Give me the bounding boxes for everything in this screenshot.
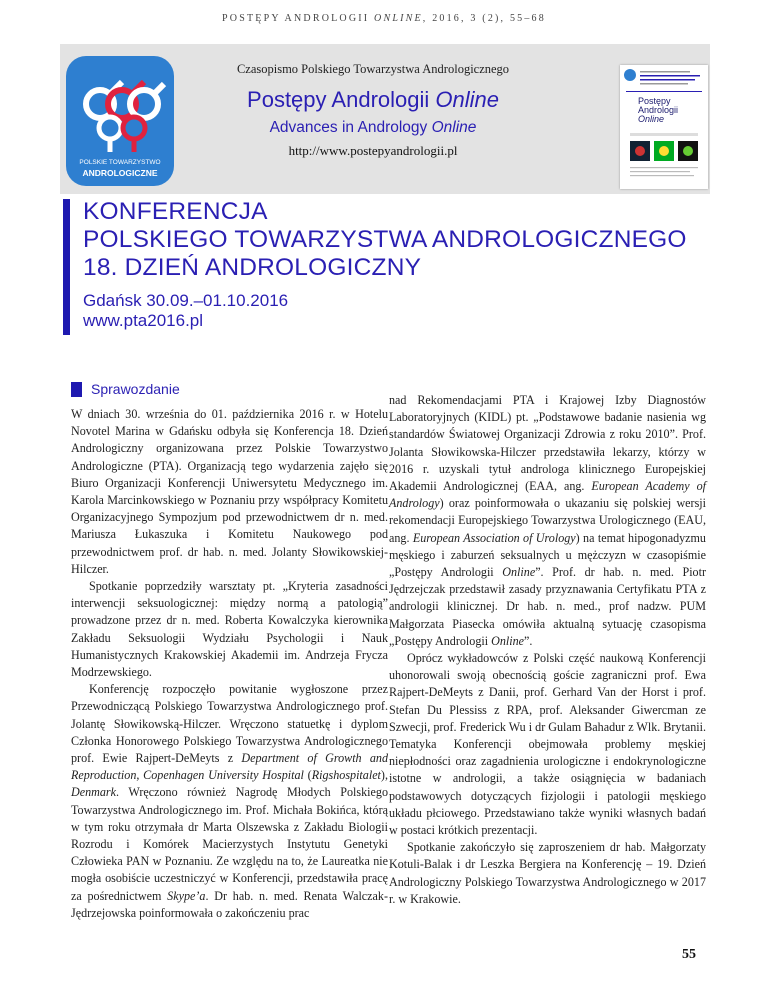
paragraph: nad Rekomendacjami PTA i Krajowej Izby Diagnostów Laboratoryjnych (KIDL) pt. „Podstawowe badanie nasienia wg standardów Światowej Organizacji Zdrowia z roku 2010”. Prof. Jolanta Słowikowska-Hilczer przedstawiła lekarzy, którzy w 2016 r. uzyskali tytuł androloga klinicznego Europejskiej Akademii Andrologicznej (EAA, ang. European Academy of Andrology) oraz poinformowała o ukazaniu się polskiej wersji rekomendacji Europejskiego Towarzystwa Urologicznego (EAU, ang. European Association of Urology) na temat hipogonadyzmu męskiego i zaburzeń seksualnych u mężczyzn w czasopiśmie „Postępy Andrologii Online”. Prof. dr hab. n. med. Piotr Jędrzejczak przedstawił zasady przyznawania Certyfikatu PTA z andrologii klinicznej. Dr hab. n. med., prof nadzw. PUM Małgorzata Piasecka omówiła aktualną sytuację czasopisma „Postępy Andrologii Online”. xyxy=(389,393,706,648)
paragraph: Spotkanie zakończyło się zaproszeniem dr hab. Małgorzaty Kotuli-Balak i dr Leszka Bergiera na Konferencję – 19. Dzień Andrologiczny Polskiego Towarzystwa Andrologicznego w 2017 r. w Krakowie. xyxy=(389,840,706,906)
logo-text-bottom: ANDROLOGICZNE xyxy=(82,168,158,178)
section-marker xyxy=(71,382,82,397)
text-column-right xyxy=(389,392,706,908)
journal-url[interactable]: http://www.postepyandrologii.pl xyxy=(288,143,458,158)
banner-kicker: Czasopismo Polskiego Towarzystwa Andrologicznego xyxy=(236,62,510,76)
society-logo xyxy=(64,54,176,188)
conference-headline: KONFERENCJA POLSKIEGO TOWARZYSTWA ANDROLOGICZNEGO 18. DZIEŃ ANDROLOGICZNY xyxy=(83,198,687,281)
paragraph: Oprócz wykładowców z Polski część naukową Konferencji uhonorowali swoją obecnością goście zagraniczni prof. Ewa Rajpert-DeMeyts z Danii, prof. Gerhard Van der Horst i prof. Stefan Du Plessiss z RPA, prof. Aleksander Giwercman ze Szwecji, prof. Frederick Wu i dr Gulam Bahadur z Wlk. Brytanii. Tematyka Konferencji obejmowała problemy męskiej niepłodności oraz zagadnienia urologiczne i endokrynologiczne istotne w andrologii, a także osiągnięcia w badaniach podstawowych dotyczących fizjologii i patologii męskiego układu płciowego. Przedstawiano także wyniki własnych badań w postaci krótkich prezentacji. xyxy=(389,651,706,838)
conference-website[interactable]: www.pta2016.pl xyxy=(83,311,204,330)
page-number: 55 xyxy=(682,947,696,962)
text-column-left xyxy=(71,406,388,922)
paragraph: Konferencję rozpoczęło powitanie wygłoszone przez Przewodniczącą Polskiego Towarzystwa Andrologicznego prof. Jolantę Słowikowską-Hilczer. Wręczono statuetkę i dyplom Członka Honorowego Polskiego Towarzystwa Andrologicznego prof. Ewie Rajpert-DeMeyts z Department of Growth and Reproduction, Copenhagen University Hospital (Rigshospitalet), Denmark. Wręczono również Nagrodę Młodych Polskiego Towarzystwa Andrologicznego im. Prof. Michała Bokińca, którą w tym roku otrzymała dr Marta Olszewska z Zakładu Biologii Rozrodu i Komórek Macierzystych Instytutu Genetyki Człowieka PAN w Poznaniu. Ze względu na to, że Laureatka nie mogła osobiście uczestniczyć w Konferencji, przedstawiła pracę za pośrednictwem Skype’a. Dr hab. n. med. Renata Walczak-Jędrzejowska poinformowała o zakończeniu prac xyxy=(71,682,388,920)
journal-subtitle: Advances in Andrology Online xyxy=(269,119,477,136)
conference-place-date: Gdańsk 30.09.–01.10.2016 www.pta2016.pl xyxy=(83,291,289,330)
running-head: POSTĘPY ANDROLOGII ONLINE, 2016, 3 (2), 55–68 xyxy=(222,13,546,24)
paragraph: W dniach 30. września do 01. października 2016 r. w Hotelu Novotel Marina w Gdańsku odbyła się Konferencja 18. Dzień Andrologiczny organizowana przez Polskie Towarzystwo Andrologiczne (PTA). Organizacją tego wydarzenia zajęło się Biuro Organizacji Konferencji Uniwersytetu Medycznego im. Karola Marcinkowskiego w Poznaniu przy współpracy Komitetu Organizacyjnego Sympozjum pod przewodnictwem dr n. med. Mariusza Łukaszuka i Komitetu Naukowego pod przewodnictwem prof. dr hab. n. med. Jolanty Słowikowskiej-Hilczer. xyxy=(71,407,388,576)
journal-title: Postępy Andrologii Online xyxy=(247,87,499,112)
paragraph: Spotkanie poprzedziły warsztaty pt. „Kryteria zasadności interwencji seksuologicznej: między normą a patologią” prowadzone przez dr n. med. Roberta Kowalczyka kierownika Zakładu Seksuologii Wydziału Psychologii i Nauk Humanistycznych Krakowskiej Akademii im. Andrzeja Frycza Modrzewskiego. xyxy=(71,579,388,680)
journal-banner xyxy=(60,44,710,194)
cover-title: Postępy Andrologii Online xyxy=(638,96,679,124)
section-heading xyxy=(71,381,180,397)
journal-cover-thumbnail xyxy=(620,65,708,189)
logo-text-top: POLSKIE TOWARZYSTWO xyxy=(79,159,161,166)
section-title: Sprawozdanie xyxy=(91,381,180,397)
headline-accent-bar xyxy=(63,199,70,335)
